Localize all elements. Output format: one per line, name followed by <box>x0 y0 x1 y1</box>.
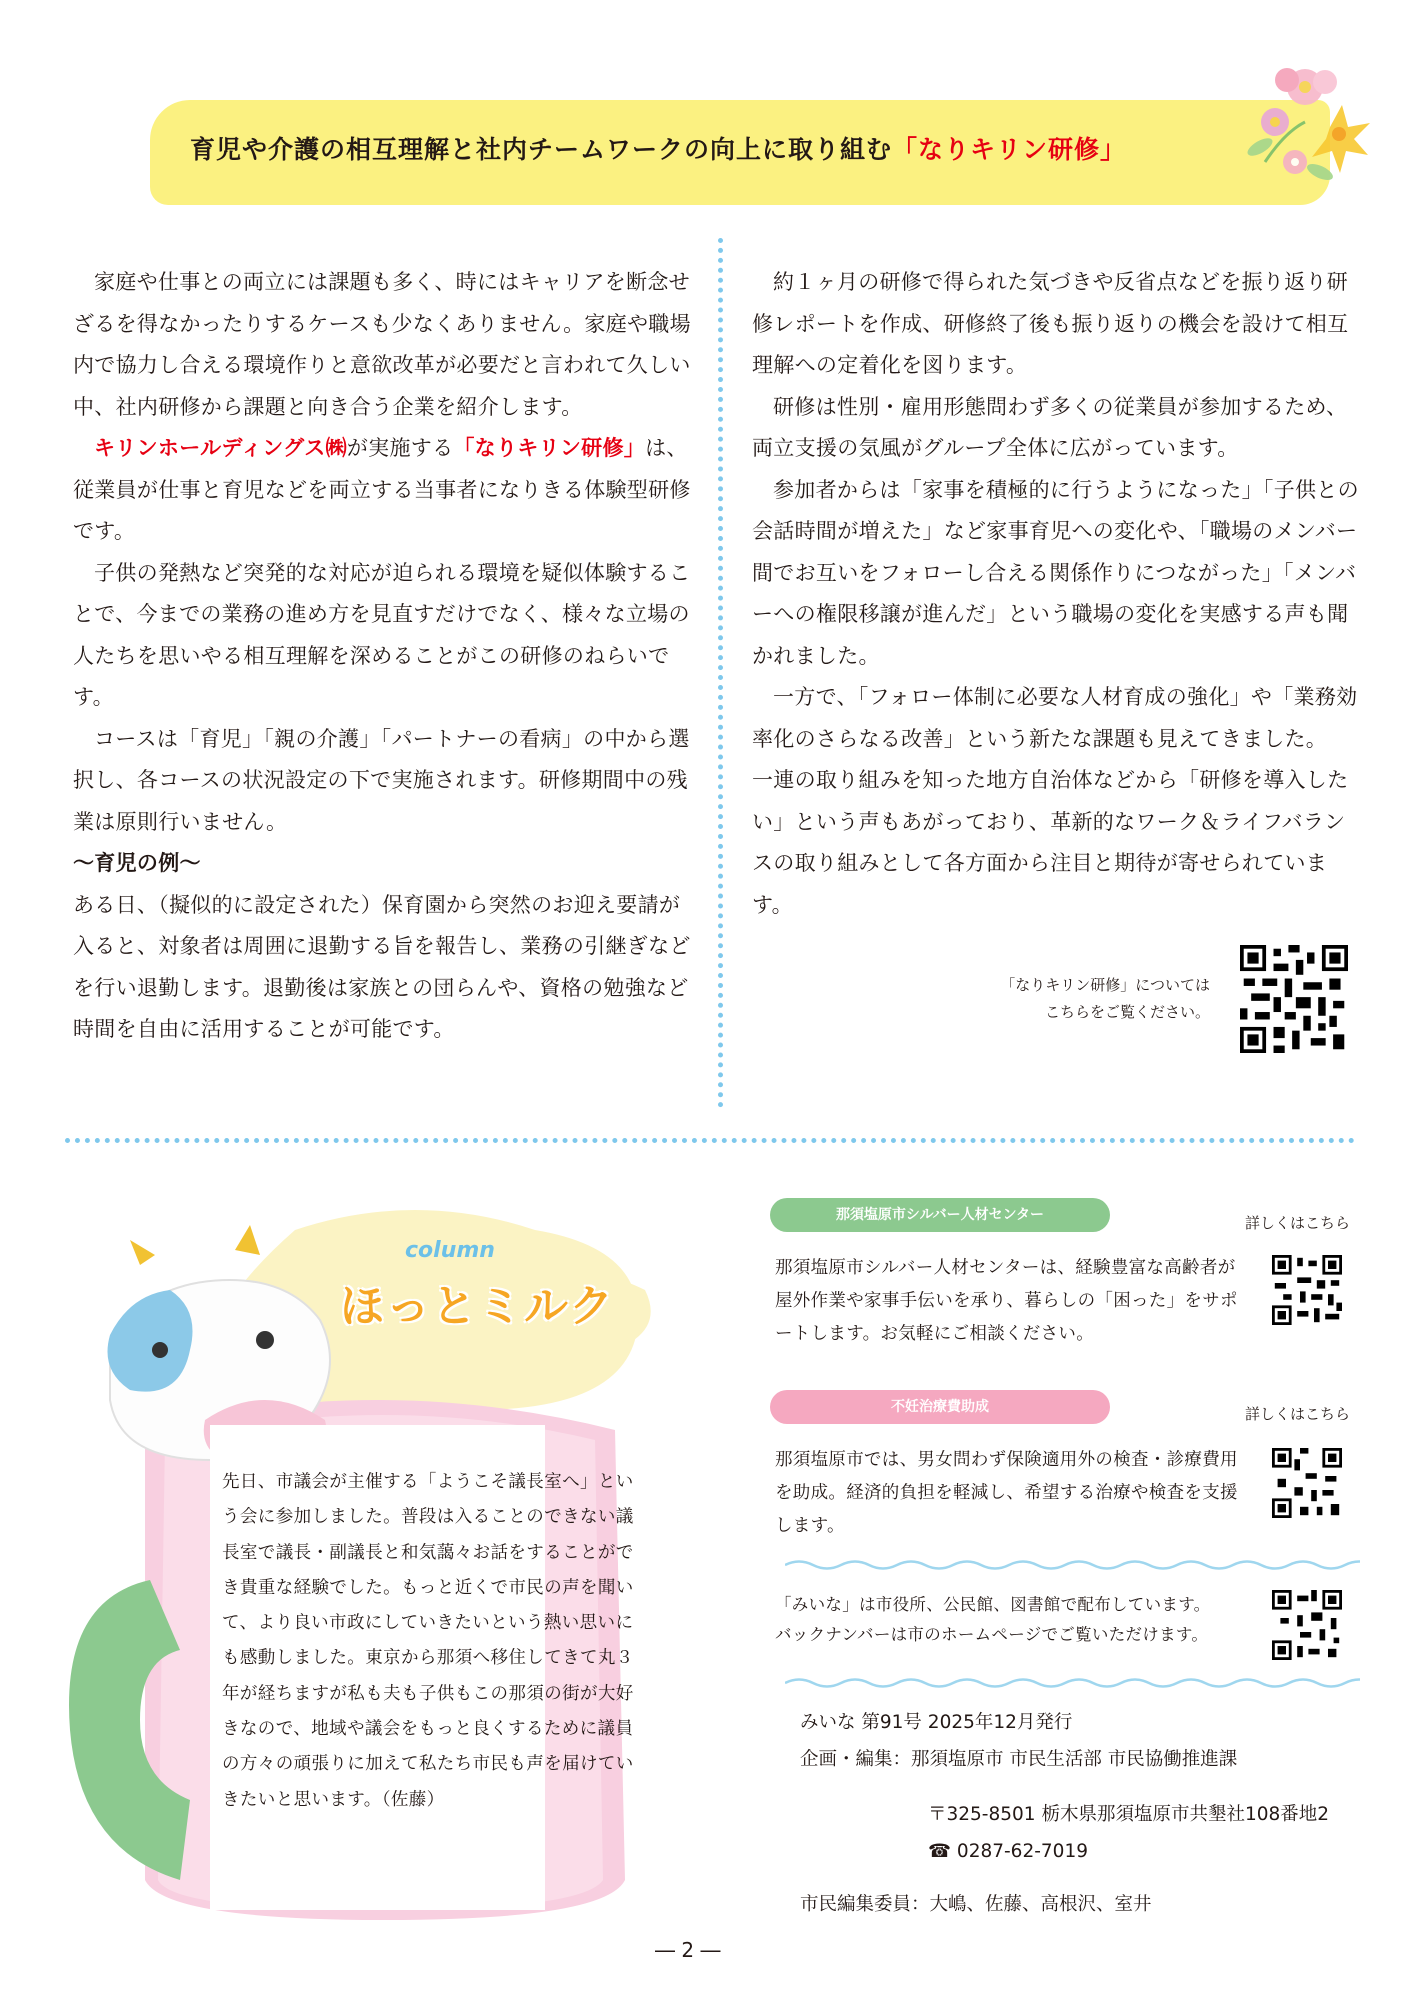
company-name: キリンホールディングス㈱ <box>94 436 347 460</box>
column-title: ほっとミルク <box>340 1281 616 1332</box>
article-right-column <box>752 262 1362 926</box>
column-label: column <box>405 1238 495 1263</box>
distribution-note: 「みいな」は市役所、公民館、図書館で配布しています。 バックナンバーは市のホームページでご覧いただけます。 <box>775 1595 1211 1644</box>
qr-code-icon[interactable] <box>1272 1448 1342 1518</box>
section-divider <box>65 1138 1355 1143</box>
phone: ☎ 0287-62-7019 <box>928 1841 1088 1862</box>
flower-illustration <box>1235 52 1370 202</box>
silver-center-label: 那須塩原市シルバー人材センター <box>770 1198 1110 1232</box>
column-divider <box>718 238 723 1108</box>
paragraph: 子供の発熱など突発的な対応が迫られる環境を疑似体験することで、今までの業務の進め方を見直すだけでなく、様々な立場の人たちを思いやる相互理解を深めることがこの研修のねらいです。 <box>73 560 691 709</box>
qr-code-icon[interactable] <box>1240 945 1348 1053</box>
qr-code-icon[interactable] <box>1272 1255 1342 1325</box>
paragraph: 約１ヶ月の研修で得られた気づきや反省点などを振り返り研修レポートを作成、研修終了後も振り返りの機会を設けて相互理解への定着化を図ります。 <box>752 270 1349 377</box>
qr-code-icon[interactable] <box>1272 1590 1342 1660</box>
fertility-label: 不妊治療費助成 <box>770 1390 1110 1424</box>
example-heading: ～育児の例～ <box>73 851 201 875</box>
address: 〒325-8501 栃木県那須塩原市共墾社108番地2 <box>928 1804 1330 1825</box>
wave-divider <box>785 1558 1360 1572</box>
paragraph: 研修は性別・雇用形態問わず多くの従業員が参加するため、両立支援の気風がグループ全体に広がっています。 <box>752 394 1348 460</box>
program-name: 「なりキリン研修」 <box>453 436 646 460</box>
fertility-text: 那須塩原市では、男女問わず保険適用外の検査・診療費用を助成。経済的負担を軽減し、希望する治療や検査を支援します。 <box>775 1450 1238 1536</box>
header-banner <box>150 100 1330 210</box>
paragraph: コースは「育児」「親の介護」「パートナーの看病」の中から選択し、各コースの状況設定の下で実施されます。研修期間中の残業は原則行いません。 <box>73 726 690 834</box>
fertility-more-link[interactable]: 詳しくはこちら <box>1245 1405 1351 1423</box>
paragraph: 一連の取り組みを知った地方自治体などから「研修を導入したい」という声もあがっており、革新的なワーク＆ライフバランスの取り組みとして各方面から注目と期待が寄せられています。 <box>752 768 1349 917</box>
column-text: 先日、市議会が主催する「ようこそ議長室へ」という会に参加しました。普段は入ることのできない議長室で議長・副議長と和気藹々お話をすることができ貴重な経験でした。もっと近くで市民の声を聞いて、より良い市政にしていきたいという熱い思いにも感動しました。東京から那須へ移住してきて丸３年が経ちますが私も夫も子供もこの那須の街が大好きなので、地域や議会をもっと良くするために議員の方々の頑張りに加えて私たち市民も声を届けていきたいと思います。（佐藤） <box>222 1472 634 1810</box>
article-left-column <box>73 262 693 1051</box>
issue-info: みいな 第91号 2025年12月発行 <box>800 1712 1073 1733</box>
editor-info: 企画・編集：那須塩原市 市民生活部 市民協働推進課 <box>800 1749 1238 1770</box>
paragraph: キリンホールディングス㈱が実施する「なりキリン研修」は、従業員が仕事と育児などを両立する当事者になりきる体験型研修です。 <box>73 436 691 543</box>
paragraph: 一方で、「フォロー体制に必要な人材育成の強化」や「業務効率化のさらなる改善」という新たな課題も見えてきました。 <box>752 685 1358 751</box>
silver-center-text: 那須塩原市シルバー人材センターは、経験豊富な高齢者が屋外作業や家事手伝いを承り、暮らしの「困った」をサポートします。お気軽にご相談ください。 <box>775 1258 1238 1344</box>
editorial-committee: 市民編集委員：大嶋、佐藤、高根沢、室井 <box>800 1894 1152 1915</box>
qr-note: 「なりキリン研修」については こちらをご覧ください。 <box>1000 976 1210 1021</box>
page-title: 育児や介護の相互理解と社内チームワークの向上に取り組む「なりキリン研修」 <box>190 135 1127 164</box>
wave-divider <box>785 1676 1360 1690</box>
paragraph: 参加者からは「家事を積極的に行うようになった」「子供との会話時間が増えた」など家事育児への変化や、「職場のメンバー間でお互いをフォローし合える関係作りにつながった」「メンバーへの権限移譲が進んだ」という職場の変化を実感する声も聞かれました。 <box>752 477 1359 668</box>
silver-more-link[interactable]: 詳しくはこちら <box>1245 1214 1351 1232</box>
page-number: ― 2 ― <box>655 1938 721 1962</box>
paragraph: 家庭や仕事との両立には課題も多く、時にはキャリアを断念せざるを得なかったりするケースも少なくありません。家庭や職場内で協力し合える環境作りと意欲改革が必要だと言われて久しい中、社内研修から課題と向き合う企業を紹介します。 <box>73 270 691 419</box>
paragraph: ある日、（擬似的に設定された）保育園から突然のお迎え要請が入ると、対象者は周囲に退勤する旨を報告し、業務の引継ぎなどを行い退勤します。退勤後は家族との団らんや、資格の勉強など時間を自由に活用することが可能です。 <box>73 892 691 1041</box>
